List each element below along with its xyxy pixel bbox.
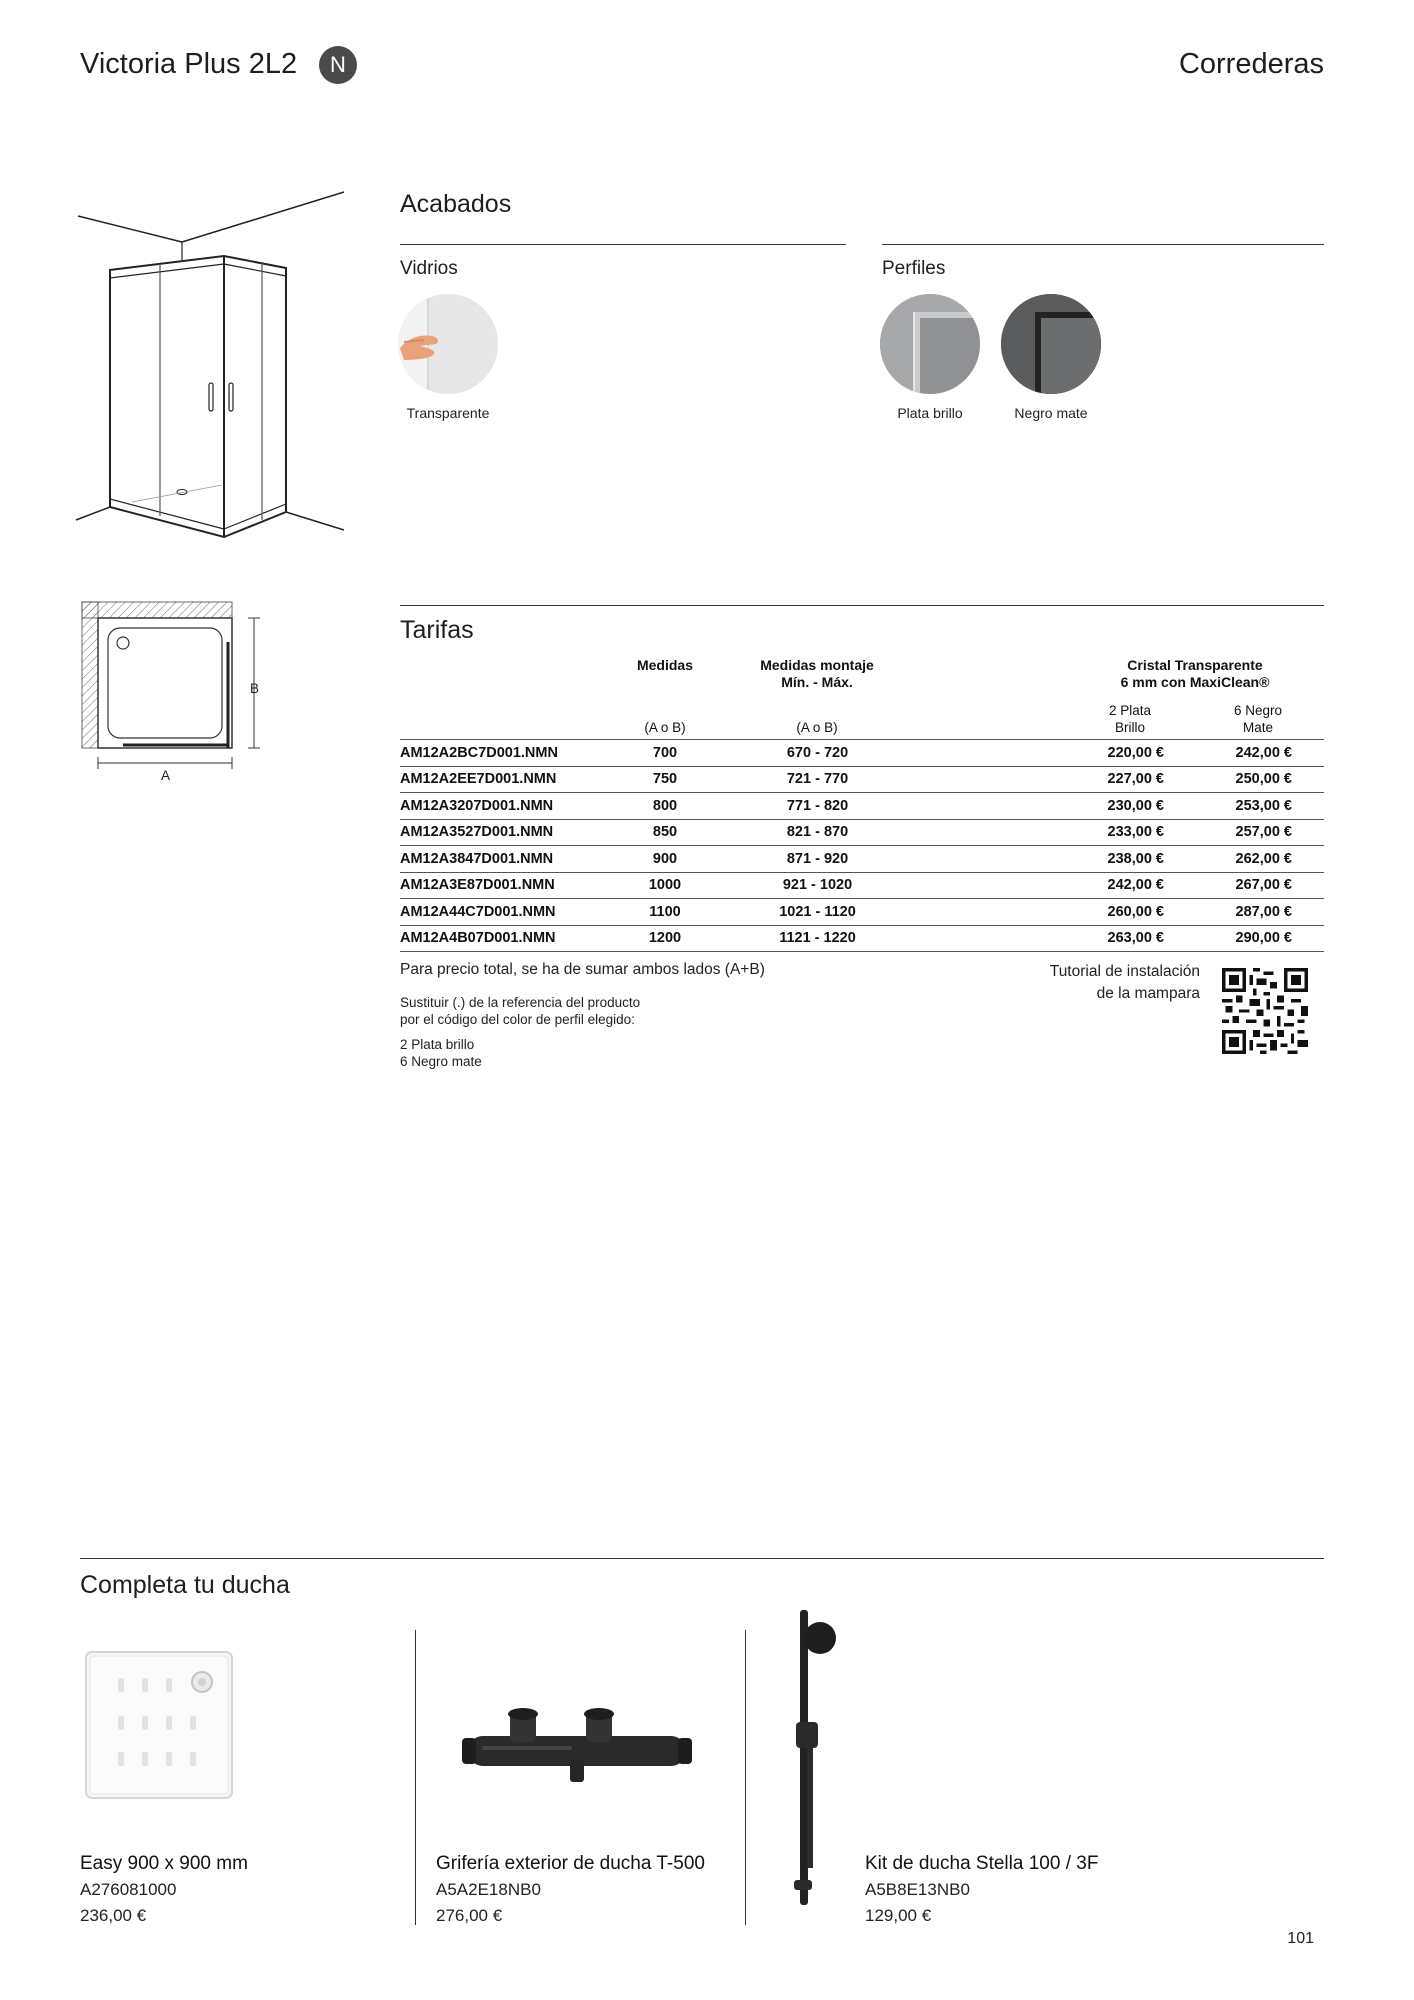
col-header-cristal-line2: 6 mm con MaxiClean® bbox=[1120, 674, 1270, 690]
glass-swatch-transparente bbox=[398, 294, 498, 394]
row-pad bbox=[1292, 925, 1324, 952]
row-medida: 750 bbox=[615, 766, 715, 793]
plan-dimension-diagram bbox=[78, 598, 278, 783]
row-pad bbox=[1292, 899, 1324, 926]
row-montaje: 821 - 870 bbox=[715, 819, 920, 846]
note-precio-total: Para precio total, se ha de sumar ambos lados (A+B) bbox=[400, 961, 765, 978]
table-row bbox=[400, 899, 1324, 926]
row-price-negro: 257,00 € bbox=[1164, 819, 1292, 846]
subheader-plata-line2: Brillo bbox=[1114, 720, 1145, 735]
row-medida: 700 bbox=[615, 740, 715, 766]
row-price-plata: 220,00 € bbox=[920, 740, 1164, 766]
row-price-plata: 260,00 € bbox=[920, 899, 1164, 926]
note-sustituir bbox=[400, 994, 640, 1028]
tutorial-line1: Tutorial de instalación bbox=[1049, 963, 1200, 980]
product-name-2[interactable]: Grifería exterior de ducha T-500 bbox=[436, 1853, 705, 1874]
product-price-1: 236,00 € bbox=[80, 1906, 147, 1925]
table-row bbox=[400, 793, 1324, 820]
product-divider-1 bbox=[415, 1630, 416, 1925]
table-row bbox=[400, 819, 1324, 846]
row-ref: AM12A2EE7D001.NMN bbox=[400, 766, 615, 793]
hand-glass-icon bbox=[398, 294, 498, 394]
row-montaje: 1121 - 1220 bbox=[715, 925, 920, 952]
tarifas-title: Tarifas bbox=[400, 616, 474, 644]
row-montaje: 921 - 1020 bbox=[715, 872, 920, 899]
row-montaje: 670 - 720 bbox=[715, 740, 920, 766]
row-ref: AM12A3E87D001.NMN bbox=[400, 872, 615, 899]
category-title: Correderas bbox=[1178, 48, 1324, 80]
subheader-plata-line1: 2 Plata bbox=[1108, 703, 1152, 718]
row-ref: AM12A2BC7D001.NMN bbox=[400, 740, 615, 766]
row-pad bbox=[1292, 766, 1324, 793]
row-ref: AM12A3207D001.NMN bbox=[400, 793, 615, 820]
row-price-negro: 242,00 € bbox=[1164, 740, 1292, 766]
row-medida: 1000 bbox=[615, 872, 715, 899]
row-pad bbox=[1292, 872, 1324, 899]
color-option-plata: 2 Plata brillo bbox=[400, 1037, 475, 1052]
subheader-negro bbox=[1208, 702, 1308, 736]
subheader-aob-medidas: (A o B) bbox=[644, 720, 686, 735]
row-price-negro: 290,00 € bbox=[1164, 925, 1292, 952]
row-price-plata: 238,00 € bbox=[920, 846, 1164, 873]
row-pad bbox=[1292, 740, 1324, 766]
row-montaje: 771 - 820 bbox=[715, 793, 920, 820]
row-price-plata: 263,00 € bbox=[920, 925, 1164, 952]
perfiles-divider bbox=[882, 244, 1324, 245]
col-header-cristal-line1: Cristal Transparente bbox=[1127, 657, 1263, 673]
product-divider-2 bbox=[745, 1630, 746, 1925]
acabados-title: Acabados bbox=[400, 190, 512, 218]
profile-swatch-negro-mate bbox=[1001, 294, 1101, 394]
row-medida: 1100 bbox=[615, 899, 715, 926]
row-price-negro: 253,00 € bbox=[1164, 793, 1292, 820]
row-montaje: 721 - 770 bbox=[715, 766, 920, 793]
vidrios-title: Vidrios bbox=[400, 258, 458, 279]
row-price-plata: 233,00 € bbox=[920, 819, 1164, 846]
shower-tray-image[interactable] bbox=[82, 1648, 237, 1803]
col-header-montaje bbox=[737, 657, 897, 691]
swatch-label-transparente: Transparente bbox=[406, 405, 490, 421]
row-ref: AM12A44C7D001.NMN bbox=[400, 899, 615, 926]
product-price-2: 276,00 € bbox=[436, 1906, 503, 1925]
row-price-negro: 262,00 € bbox=[1164, 846, 1292, 873]
shower-enclosure-illustration bbox=[72, 190, 352, 540]
table-row bbox=[400, 766, 1324, 793]
note-sustituir-line2: por el código del color de perfil elegido: bbox=[400, 1012, 635, 1027]
row-montaje: 871 - 920 bbox=[715, 846, 920, 873]
row-medida: 900 bbox=[615, 846, 715, 873]
tutorial-text bbox=[1000, 961, 1200, 1005]
color-option-negro: 6 Negro mate bbox=[400, 1054, 482, 1069]
black-profile-icon bbox=[1001, 294, 1101, 394]
completa-divider bbox=[80, 1558, 1324, 1559]
dimension-label-a: A bbox=[161, 768, 171, 783]
subheader-negro-line1: 6 Negro bbox=[1233, 703, 1283, 718]
row-ref: AM12A3527D001.NMN bbox=[400, 819, 615, 846]
page-number: 101 bbox=[1287, 1930, 1314, 1947]
shower-mixer-image[interactable] bbox=[462, 1700, 692, 1810]
color-options bbox=[400, 1036, 482, 1070]
row-montaje: 1021 - 1120 bbox=[715, 899, 920, 926]
row-pad bbox=[1292, 846, 1324, 873]
product-code-2: A5A2E18NB0 bbox=[436, 1880, 541, 1899]
product-price-3: 129,00 € bbox=[865, 1906, 932, 1925]
col-header-montaje-line2: Mín. - Máx. bbox=[781, 674, 853, 690]
row-price-plata: 230,00 € bbox=[920, 793, 1164, 820]
vidrios-divider bbox=[400, 244, 846, 245]
table-row bbox=[400, 846, 1324, 873]
product-code-3: A5B8E13NB0 bbox=[865, 1880, 970, 1899]
tarifas-divider bbox=[400, 605, 1324, 606]
swatch-label-negro-mate: Negro mate bbox=[1014, 405, 1088, 421]
product-name-1[interactable]: Easy 900 x 900 mm bbox=[80, 1853, 248, 1874]
col-header-montaje-line1: Medidas montaje bbox=[760, 657, 874, 673]
row-medida: 1200 bbox=[615, 925, 715, 952]
row-price-negro: 250,00 € bbox=[1164, 766, 1292, 793]
table-row bbox=[400, 925, 1324, 952]
row-pad bbox=[1292, 793, 1324, 820]
row-medida: 800 bbox=[615, 793, 715, 820]
shower-kit-image[interactable] bbox=[790, 1610, 860, 1905]
qr-code-icon[interactable] bbox=[1222, 968, 1308, 1054]
silver-profile-icon bbox=[880, 294, 980, 394]
dimension-label-b: B bbox=[250, 681, 260, 696]
row-pad bbox=[1292, 819, 1324, 846]
row-price-plata: 227,00 € bbox=[920, 766, 1164, 793]
row-price-negro: 267,00 € bbox=[1164, 872, 1292, 899]
price-table bbox=[400, 740, 1324, 952]
subheader-aob-montaje: (A o B) bbox=[796, 720, 838, 735]
tutorial-line2: de la mampara bbox=[1096, 985, 1200, 1002]
profile-swatch-plata-brillo bbox=[880, 294, 980, 394]
product-code-1: A276081000 bbox=[80, 1880, 177, 1899]
swatch-label-plata-brillo: Plata brillo bbox=[897, 405, 963, 421]
completa-title: Completa tu ducha bbox=[80, 1571, 290, 1599]
col-header-cristal bbox=[1090, 657, 1300, 691]
subheader-negro-line2: Mate bbox=[1242, 720, 1273, 735]
page-title: Victoria Plus 2L2 bbox=[80, 48, 298, 80]
row-price-plata: 242,00 € bbox=[920, 872, 1164, 899]
table-row bbox=[400, 872, 1324, 899]
row-price-negro: 287,00 € bbox=[1164, 899, 1292, 926]
col-header-medidas: Medidas bbox=[636, 657, 693, 673]
perfiles-title: Perfiles bbox=[882, 258, 946, 279]
row-ref: AM12A3847D001.NMN bbox=[400, 846, 615, 873]
new-badge: N bbox=[319, 46, 357, 84]
table-row bbox=[400, 740, 1324, 766]
product-name-3[interactable]: Kit de ducha Stella 100 / 3F bbox=[865, 1853, 1099, 1874]
row-ref: AM12A4B07D001.NMN bbox=[400, 925, 615, 952]
row-medida: 850 bbox=[615, 819, 715, 846]
note-sustituir-line1: Sustituir (.) de la referencia del producto bbox=[400, 995, 641, 1010]
subheader-plata bbox=[1080, 702, 1180, 736]
